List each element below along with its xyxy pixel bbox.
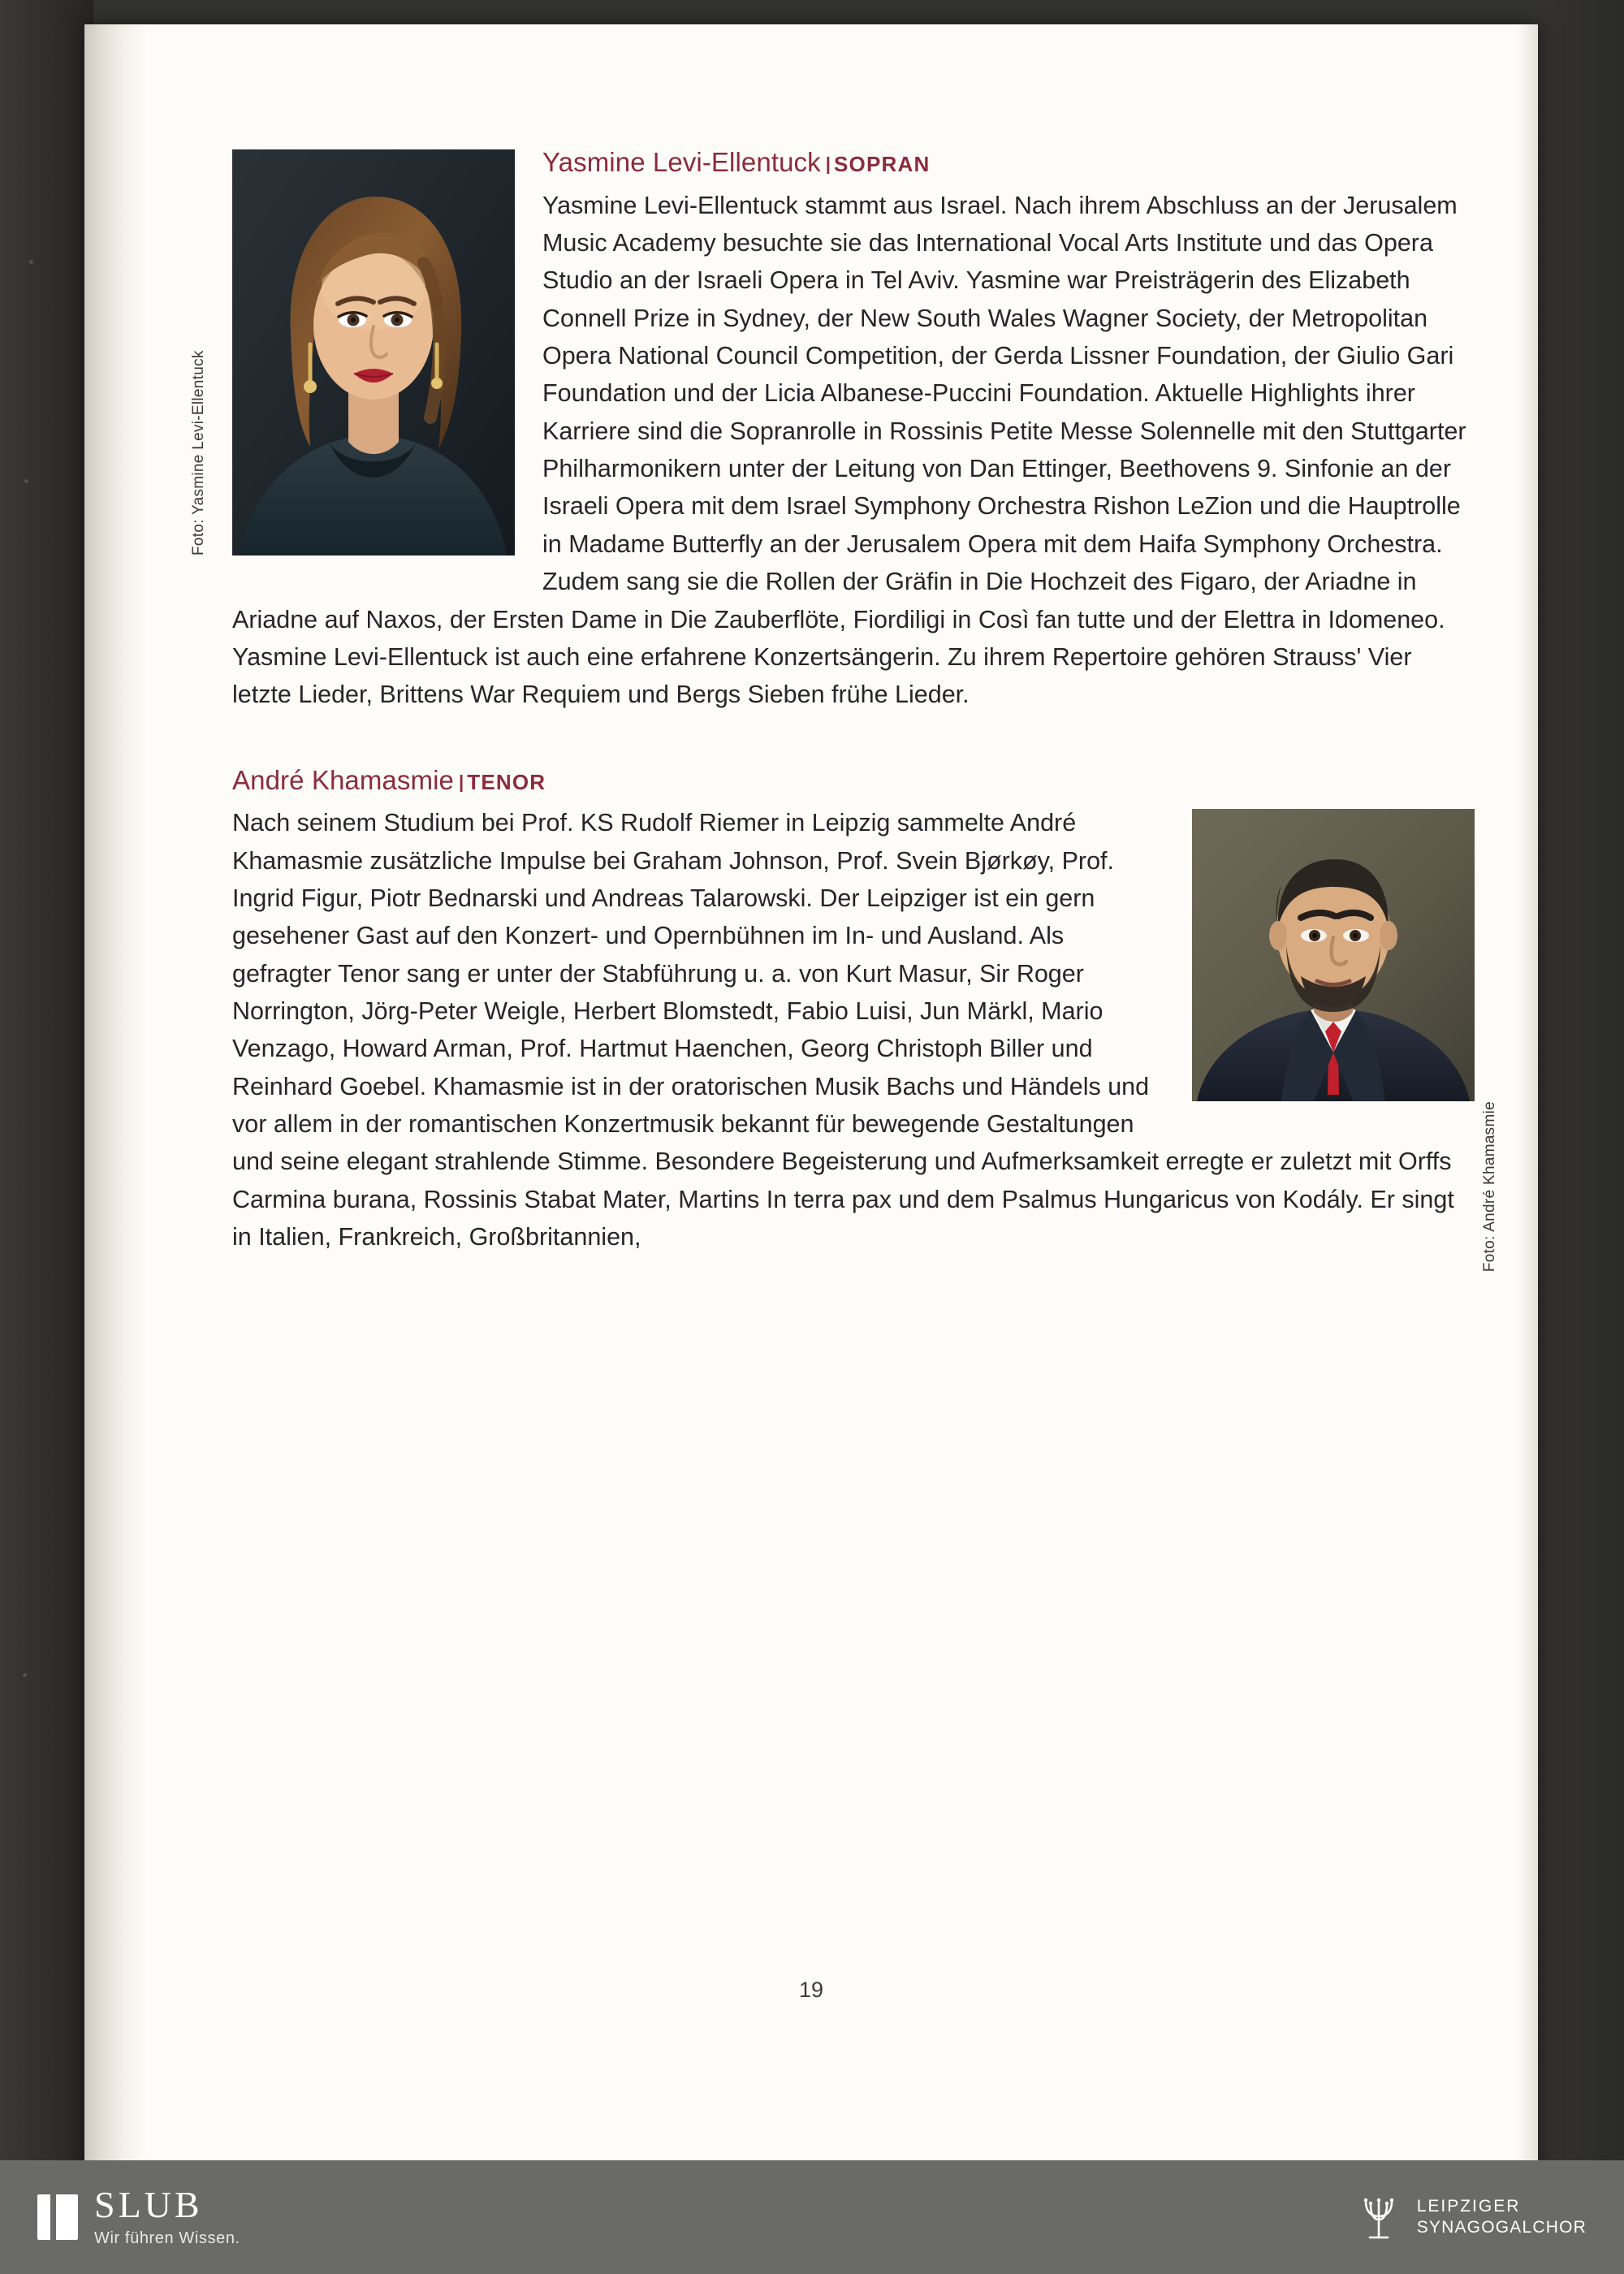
page-gutter-shadow bbox=[84, 24, 148, 2201]
menorah-icon bbox=[1354, 2189, 1404, 2246]
artist-bio-soprano bbox=[190, 146, 1475, 714]
scan-footer-bar bbox=[0, 2160, 1624, 2274]
choir-line-2: SYNAGOGALCHOR bbox=[1416, 2218, 1587, 2237]
artist-bio-text-soprano: Yasmine Levi-Ellentuck stammt aus Israel. Nach ihrem Abschluss an der Jerusalem Music Academy besuchte sie das International Vocal Arts Institute und das Opera Studio an der Israeli Opera in Tel Aviv. Yasmine war Preisträgerin des Elizabeth Connell Prize in Sydney, der New South Wales Wagner Society, der Metropolitan Opera National Council Competition, der Gerda Lissner Foundation, der Giulio Gari Foundation und der Licia Albanese-Puccini Foundation. Aktuelle Highlights ihrer Karriere sind die Sopranrolle in Rossinis Petite Messe Solennelle mit den Stuttgarter Philharmonikern unter der Leitung von Dan Ettinger, Beethovens 9. Sinfonie an der Israeli Opera mit dem Israel Symphony Orchestra Rishon LeZion und die Hauptrolle in Madame Butterfly an der Jerusalem Opera mit dem Haifa Symphony Orchestra. Zudem sang sie die Rollen der Gräfin in Die Hochzeit des Figaro, der Ariadne in Ariadne auf Naxos, der Ersten Dame in Die Zauberflöte, Fiordiligi in Così fan tutte und der Elettra in Idomeneo. Yasmine Levi-Ellentuck ist auch eine erfahrene Konzertsängerin. Zu ihrem Repertoire gehören Strauss' Vier letzte Lieder, Brittens War Requiem und Bergs Sieben frühe Lieder. bbox=[232, 191, 1466, 709]
page-content bbox=[190, 146, 1498, 1273]
voice-type: SOPRAN bbox=[834, 152, 931, 176]
photo-credit-soprano: Foto: Yasmine Levi-Ellentuck bbox=[190, 350, 207, 556]
page-right-edge bbox=[1517, 24, 1538, 2201]
slub-logo bbox=[37, 2186, 240, 2248]
choir-line-1: LEIPZIGER bbox=[1416, 2196, 1521, 2216]
scan-speck bbox=[29, 260, 33, 264]
photo-credit-tenor: Foto: André Khamasmie bbox=[1481, 1101, 1498, 1273]
portrait-soprano-illustration bbox=[232, 149, 515, 556]
heading-separator: | bbox=[825, 153, 831, 174]
book-icon bbox=[37, 2194, 78, 2240]
artist-photo-tenor bbox=[1192, 809, 1498, 1273]
photo-frame bbox=[1192, 809, 1475, 1101]
artist-name: Yasmine Levi-Ellentuck bbox=[542, 147, 821, 177]
slub-name: SLUB bbox=[94, 2184, 203, 2225]
scan-left-shadow bbox=[0, 0, 93, 2274]
slub-tagline: Wir führen Wissen. bbox=[94, 2229, 240, 2247]
artist-bio-text-tenor: Nach seinem Studium bei Prof. KS Rudolf Riemer in Leipzig sammelte André Khamasmie zusätzliche Impulse bei Graham Johnson, Prof. Svein Bjørkøy, Prof. Ingrid Figur, Piotr Bednarski und Andreas Talarowski. Der Leipziger ist ein gern gesehener Gast auf den Konzert- und Opernbühnen im In- und Ausland. Als gefragter Tenor sang er unter der Stabführung u. a. von Kurt Masur, Sir Roger Norrington, Jörg-Peter Weigle, Herbert Blomstedt, Fabio Luisi, Jun Märkl, Mario Venzago, Howard Arman, Prof. Hartmut Haenchen, Georg Christoph Biller und Reinhard Goebel. Khamasmie ist in der oratorischen Musik Bachs und Händels und vor allem in der romantischen Konzertmusik bekannt für bewegende Gestaltungen und seine elegant strahlende Stimme. Besondere Begeisterung und Aufmerksamkeit erregte er zuletzt mit Orffs Carmina burana, Rossinis Stabat Mater, Martins In terra pax und dem Psalmus Hungaricus von Kodály. Er singt in Italien, Frankreich, Großbritannien, bbox=[232, 809, 1454, 1252]
menorah-glyph bbox=[1354, 2189, 1404, 2246]
artist-bio-tenor bbox=[232, 764, 1498, 1273]
page-number: 19 bbox=[798, 1978, 824, 2002]
scan-speck bbox=[23, 1673, 27, 1677]
scan-right-shadow bbox=[1535, 0, 1624, 2274]
portrait-tenor-illustration bbox=[1192, 809, 1475, 1101]
choir-logo bbox=[1354, 2189, 1587, 2246]
scan-speck bbox=[24, 479, 28, 483]
photo-frame bbox=[232, 149, 515, 556]
heading-separator: | bbox=[458, 771, 464, 792]
choir-wordmark bbox=[1417, 2196, 1587, 2239]
document-page bbox=[84, 24, 1538, 2201]
voice-type: TENOR bbox=[467, 769, 546, 794]
artist-name: André Khamasmie bbox=[232, 764, 454, 795]
artist-name-heading-tenor bbox=[232, 764, 1475, 797]
artist-photo-soprano bbox=[190, 149, 515, 556]
